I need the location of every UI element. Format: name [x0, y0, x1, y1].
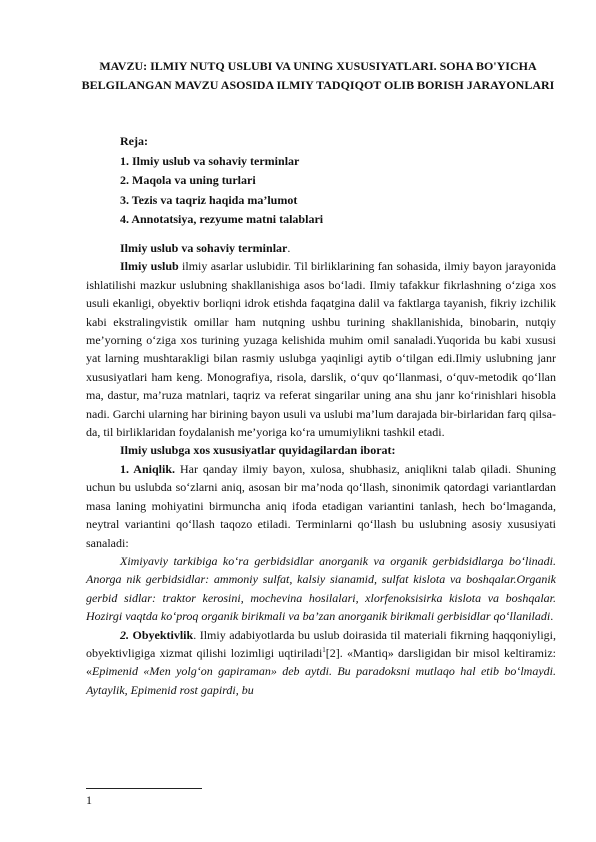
plan-item: 2. Maqola va uning turlari	[120, 173, 256, 187]
footnote-divider	[86, 788, 202, 789]
features-heading-text: Ilmiy uslubga xos xususiyatlar quyidagilardan iborat:	[120, 443, 396, 458]
example-text: Ximiyaviy tarkibiga ko‘ra gerbidsidlar anorganik va organik gerbidsidlarga bo‘linadi. Anorga nik gerbidsidlar: ammoniy sulfat, kalsiy sianamid, sulfat kislota va boshqalar.Organik gerbid sidlar: traktor kerosini, mochevina hosilalari, xlorfenoksisirka kislota va boshqalar. Hozirgi vaqtda ko‘proq organik birikmali va ba’zan anorganik birikmali gerbisidlar qo‘llaniladi	[86, 553, 556, 624]
page-title: MAVZU: ILMIY NUTQ USLUBI VA UNING XUSUSIYATLARI. SOHA BO'YICHA BELGILANGAN MAVZU ASOSIDA ILMIY TADQIQOT OLIB BORISH JARAYONLARI	[81, 59, 555, 92]
feature-lead: 1. Aniqlik.	[120, 461, 175, 476]
paragraph-text: ilmiy asarlar uslubidir. Til birliklarining fan sohasida, ilmiy bayon jarayonida ishlatilishi mazkur uslubning shakllanishiga asos bo‘ladi. Ilmiy tafakkur fikrlashning o‘ziga xos usuli ekanligi, obyektiv borliqni idrok etishda faqatgina dalil va faktlarga tayanish, fikriy izchilik kabi ekstralingvistik omillar ham nutqning ushbu turining shakllanishida, binobarin, nutqiy me’yorning o‘ziga xos turining yuzaga kelishida muhim omil sanaladi.Yuqorida bu kabi xususi yat larning mushtarakligi bilan rasmiy uslubga yaqinligi aytib o‘tilgan edi.Ilmiy uslubning janr xususiyatlari ham keng. Monografiya, risola, darslik, o‘quv qo‘llanmasi, o‘quv-metodik qo‘llan ma, dastur, ma’ruza matnlari, taqriz va referat singarilar uning ana shu janr ko‘rinishlari hisobla nadi. Garchi ularning har birining bayon usuli va uslubi ma’lum darajada bir-birlaridan farq qilsa-da, til birliklaridan foydalanish me’yoriga ko‘ra umumiylikni tashkil etadi.	[86, 259, 557, 440]
plan-item: 3. Tezis va taqriz haqida ma’lumot	[120, 192, 298, 207]
plan-item: 1. Ilmiy uslub va sohaviy terminlar	[120, 153, 300, 168]
footnote-number: 1	[86, 793, 92, 807]
section-heading-punct: .	[287, 241, 291, 255]
section-heading-text: Ilmiy uslub va sohaviy terminlar	[120, 241, 288, 255]
plan-heading: Reja:	[120, 134, 148, 148]
body-text	[86, 239, 556, 699]
section-heading	[86, 239, 556, 257]
feature-text: Har qanday ilmiy bayon, xulosa, shubhasiz, aniqlikni talab qiladi. Shuning uchun bu uslubda so‘zlarni aniq, asosan bir ma’noda qo‘llash, sinonimik qatordagi variantlardan masa laning mohiyatini birmuncha aniq ifoda etadigan variantini tanlash, hech bo‘lmaganda, neytral variantini qo‘llash taqozo etiladi. Terminlarni qo‘llash bu uslubning asosiy xususiyati sanaladi:	[86, 461, 556, 550]
paragraph-ilmiy-uslub	[86, 257, 556, 441]
paragraph-example	[86, 552, 556, 626]
feature-text: . Ilmiy adabiyotlarda bu uslub doirasida til materiali fikrning haqqoniyligi, obyektivligiga xizmat qilishi lozimligi uqtiriladi	[86, 627, 556, 660]
feature-lead: Obyektivlik	[129, 627, 194, 642]
plan-item: 4. Annotatsiya, rezyume matni talablari	[120, 212, 324, 226]
paragraph-obyektivlik	[86, 626, 556, 700]
plan-block	[120, 132, 540, 230]
paragraph-aniqlik	[86, 460, 556, 552]
features-heading	[86, 441, 556, 459]
quote-text: Epimenid «Men yolg‘on gapiraman» deb aytdi. Bu paradoksni mutlaqo hal etib bo‘lmaydi. Aytaylik, Epimenid rost gapirdi, bu	[86, 664, 556, 697]
example-punct: .	[550, 609, 554, 624]
feature-text-cont: [2]. «Mantiq» darsligidan bir misol keltiramiz: «	[86, 645, 556, 679]
paragraph-lead: Ilmiy uslub	[120, 259, 179, 274]
footnote-ref: 1	[322, 645, 326, 654]
feature-number: 2.	[120, 627, 129, 642]
